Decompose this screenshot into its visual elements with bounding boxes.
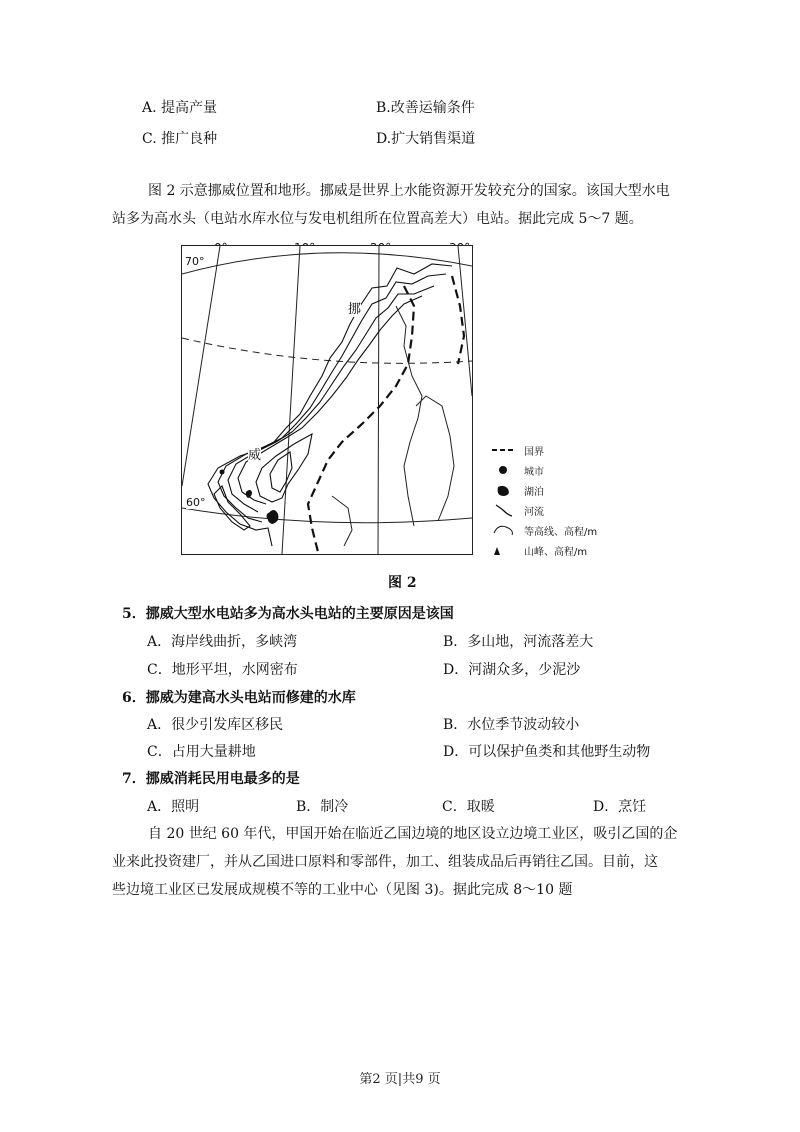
contour-icon [490, 523, 516, 537]
prev-option-a: A. 提高产量 [142, 100, 218, 116]
intro2-line2: 业来此投资建厂，并从乙国进口原料和零部件，加工、组装成品后再销往乙国。目前，这 [112, 854, 658, 870]
intro2-line1: 自 20 世纪 60 年代，甲国开始在临近乙国边境的地区设立边境工业区，吸引乙国的企 [148, 826, 678, 842]
border-line-icon [490, 443, 516, 457]
q7-option-b[interactable]: B．制冷 [296, 799, 349, 815]
meridian-10 [282, 246, 300, 554]
q5-option-a[interactable]: A．海岸线曲折，多峡湾 [147, 634, 298, 650]
legend-item-border [490, 440, 597, 460]
q6-option-b[interactable]: B．水位季节波动较小 [443, 717, 580, 733]
legend-label-peak: 山峰、高程/m [524, 546, 588, 558]
intro1-line2: 站多为高水头（电站水库水位与发电机组所在位置高差大）电站。据此完成 5～7 题。 [112, 211, 643, 227]
legend-item-city [490, 460, 597, 480]
lat-label-70: 70° [185, 255, 205, 268]
page-footer: 第2 页|共9 页 [359, 1072, 441, 1087]
q5-option-d[interactable]: D．河湖众多，少泥沙 [443, 662, 581, 678]
norway-map [181, 245, 473, 555]
place-label-2: 威 [248, 444, 261, 463]
peak-icon [490, 543, 516, 557]
river-icon [490, 503, 516, 517]
legend-item-contour [490, 520, 597, 540]
parallel-60 [182, 508, 472, 523]
legend-label-lake: 湖泊 [524, 486, 544, 498]
prev-option-b: B.改善运输条件 [376, 100, 475, 116]
q6-option-c[interactable]: C．占用大量耕地 [147, 744, 256, 760]
place-label-1: 挪 [348, 298, 361, 317]
legend-label-river: 河流 [524, 506, 544, 518]
q7-option-d[interactable]: D．烹饪 [593, 799, 647, 815]
city-dot-icon [490, 463, 516, 477]
national-border [308, 276, 464, 552]
meridian-0 [182, 246, 220, 486]
intro1-line1: 图 2 示意挪威位置和地形。挪威是世界上水能资源开发较充分的国家。该国大型水电 [148, 183, 670, 199]
q7-stem: 7．挪威消耗民用电最多的是 [122, 771, 300, 787]
q6-stem: 6．挪威为建高水头电站而修建的水库 [122, 690, 356, 706]
q6-option-d[interactable]: D．可以保护鱼类和其他野生动物 [443, 744, 651, 760]
intro2-line3: 些边境工业区已发展成规模不等的工业中心（见图 3)。据此完成 8～10 题 [112, 882, 573, 898]
prev-option-d: D.扩大销售渠道 [376, 131, 476, 147]
legend-label-contour: 等高线、高程/m [524, 526, 598, 538]
arctic-circle [182, 338, 472, 363]
q7-option-c[interactable]: C．取暖 [442, 799, 495, 815]
norway-contours [208, 264, 452, 546]
q7-option-a[interactable]: A．照明 [147, 799, 200, 815]
map-legend [490, 440, 597, 560]
prev-option-c: C. 推广良种 [142, 131, 218, 147]
map-svg [182, 246, 472, 554]
map-caption: 图 2 [388, 575, 417, 591]
q5-option-c[interactable]: C．地形平坦，水网密布 [147, 662, 298, 678]
legend-label-city: 城市 [524, 466, 544, 478]
meridian-30 [458, 246, 472, 396]
q5-option-b[interactable]: B．多山地，河流落差大 [443, 634, 594, 650]
lake-icon [490, 483, 516, 497]
meridian-20 [378, 246, 379, 554]
q5-stem: 5．挪威大型水电站多为高水头电站的主要原因是该国 [122, 606, 454, 622]
parallel-70 [182, 253, 472, 274]
legend-item-lake [490, 480, 597, 500]
lat-label-60: 60° [186, 496, 206, 509]
legend-item-river [490, 500, 597, 520]
legend-item-peak [490, 540, 597, 560]
q6-option-a[interactable]: A．很少引发库区移民 [147, 717, 284, 733]
legend-label-border: 国界 [524, 446, 544, 458]
